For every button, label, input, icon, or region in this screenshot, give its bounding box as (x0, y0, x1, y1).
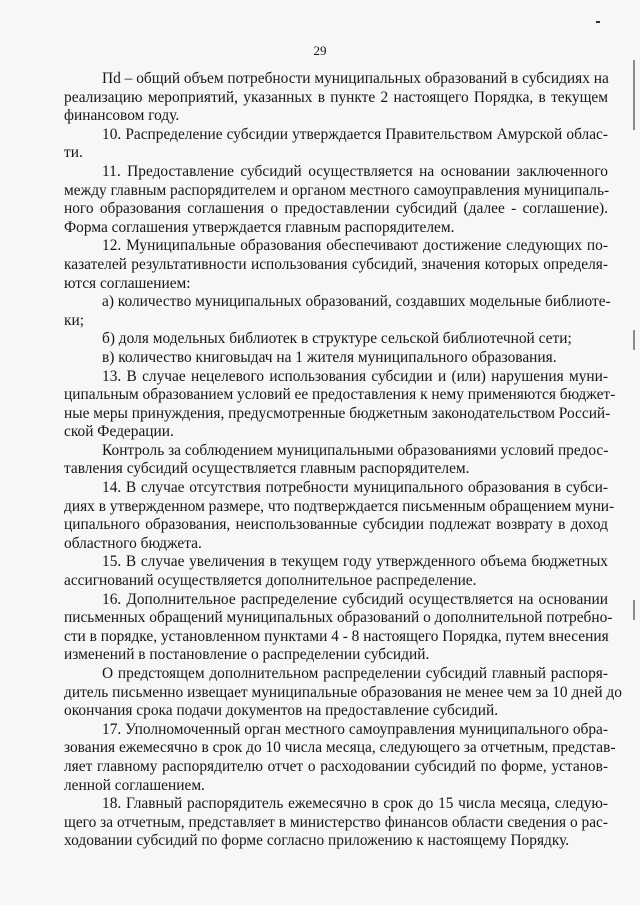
text-line: изменений в постановление о распределении субсидий. (64, 646, 430, 664)
text-line: ленной соглашением. (64, 776, 205, 794)
paragraph (64, 590, 613, 665)
paragraph (64, 330, 608, 349)
paragraph (64, 479, 615, 553)
text-line: областного бюджета. (64, 534, 202, 552)
paragraph (64, 442, 608, 479)
text-line: сти в порядке, установленном пунктами 4 - 8 настоящего Порядка, путем внесения (64, 627, 609, 645)
text-line: Форма соглашения утверждается главным распорядителем. (64, 218, 455, 236)
paragraph (64, 163, 608, 237)
text-line: 12. Муниципальные образования обеспечивают достижение следующих по- (102, 237, 608, 255)
text-line: 14. В случае отсутствия потребности муниципального образования в субси- (102, 479, 608, 497)
text-line: 10. Распределение субсидии утверждается Правительством Амурской облас- (102, 125, 608, 143)
text-line: 16. Дополнительное распределение субсидий осуществляется на основании (102, 590, 608, 608)
text-line: 18. Главный распорядитель ежемесячно в срок до 15 числа месяца, следую- (102, 795, 608, 813)
scan-edge-mark (633, 330, 635, 350)
text-line: ципальным образованием условий ее предоставления к нему применяются бюджет- (64, 386, 616, 404)
paragraph (64, 237, 608, 293)
text-line: казателей результативности использования субсидий, значения которых определя- (64, 255, 608, 273)
text-line: О предстоящем дополнительном распределении субсидий главный распоря- (102, 665, 608, 682)
text-line: ципального образования, неиспользованные субсидии подлежат возврату в доход (64, 516, 608, 534)
paragraph (64, 367, 616, 442)
paragraph (64, 349, 608, 368)
text-line: в) количество книговыдач на 1 жителя муниципального образования. (102, 348, 557, 366)
paragraph (64, 665, 622, 721)
text-line: Контроль за соблюдением муниципальными образованиями условий предос- (102, 441, 609, 459)
text-line: ассигнований осуществляется дополнительное распределение. (64, 572, 477, 590)
text-line: зования ежемесячно в срок до 10 числа месяца, следующего за отчетным, представ- (64, 739, 616, 757)
text-line: б) доля модельных библиотек в структуре сельской библиотечной сети; (102, 330, 572, 348)
text-line: ного образования соглашения о предоставлении субсидий (далее - соглашение). (64, 200, 608, 218)
paragraph (64, 126, 608, 163)
text-line: тавления субсидий осуществляется главным распорядителем. (64, 460, 470, 478)
paragraph (64, 293, 611, 330)
text-line: ляет главному распорядителю отчет о расходовании субсидий по форме, установ- (64, 757, 608, 775)
text-line: ки; (64, 311, 84, 329)
text-line: реализацию мероприятий, указанных в пункте 2 настоящего Порядка, в текущем (64, 88, 608, 106)
text-line: 11. Предоставление субсидий осуществляется на основании заключенного (102, 162, 608, 180)
text-line: между главным распорядителем и органом местного самоуправления муниципаль- (64, 181, 610, 199)
text-line: а) количество муниципальных образований, создавших модельные библиоте- (102, 293, 611, 311)
text-line: окончания срока подачи документов на предоставление субсидий. (64, 702, 499, 720)
paragraph (64, 795, 608, 851)
paragraph (64, 720, 616, 795)
document-body (64, 70, 622, 851)
text-line: ются соглашением: (64, 274, 191, 292)
text-line: 17. Уполномоченный орган местного самоуправления муниципального обра- (102, 720, 608, 738)
paragraph (64, 70, 608, 126)
scan-edge-mark (633, 600, 635, 620)
text-line: ходовании субсидий по форме согласно приложению к настоящему Порядку. (64, 832, 570, 850)
text-line: дитель письменно извещает муниципальные образования не менее чем за 10 дней до (64, 683, 622, 701)
text-line: ской Федерации. (64, 423, 174, 441)
scan-mark (596, 21, 600, 23)
scan-edge-mark (633, 60, 635, 130)
paragraph (64, 553, 608, 590)
text-line: щего за отчетным, представляет в министерство финансов области сведения о рас- (64, 813, 608, 831)
text-line: ти. (64, 144, 83, 162)
text-line: ные меры принуждения, предусмотренные бюджетным законодательством Россий- (64, 404, 611, 422)
text-line: диях в утвержденном размере, что подтверждается письменным обращением муни- (64, 497, 615, 515)
text-line: письменных обращений муниципальных образований о дополнительной потребно- (64, 609, 613, 627)
page-number: 29 (313, 43, 327, 58)
text-line: 13. В случае нецелевого использования субсидии и (или) нарушения муни- (102, 367, 608, 385)
text-line: финансовом году. (64, 107, 180, 125)
text-line: Пd – общий объем потребности муниципальных образований в субсидиях на (102, 70, 609, 87)
text-line: 15. В случае увеличения в текущем году утвержденного объема бюджетных (102, 553, 608, 571)
